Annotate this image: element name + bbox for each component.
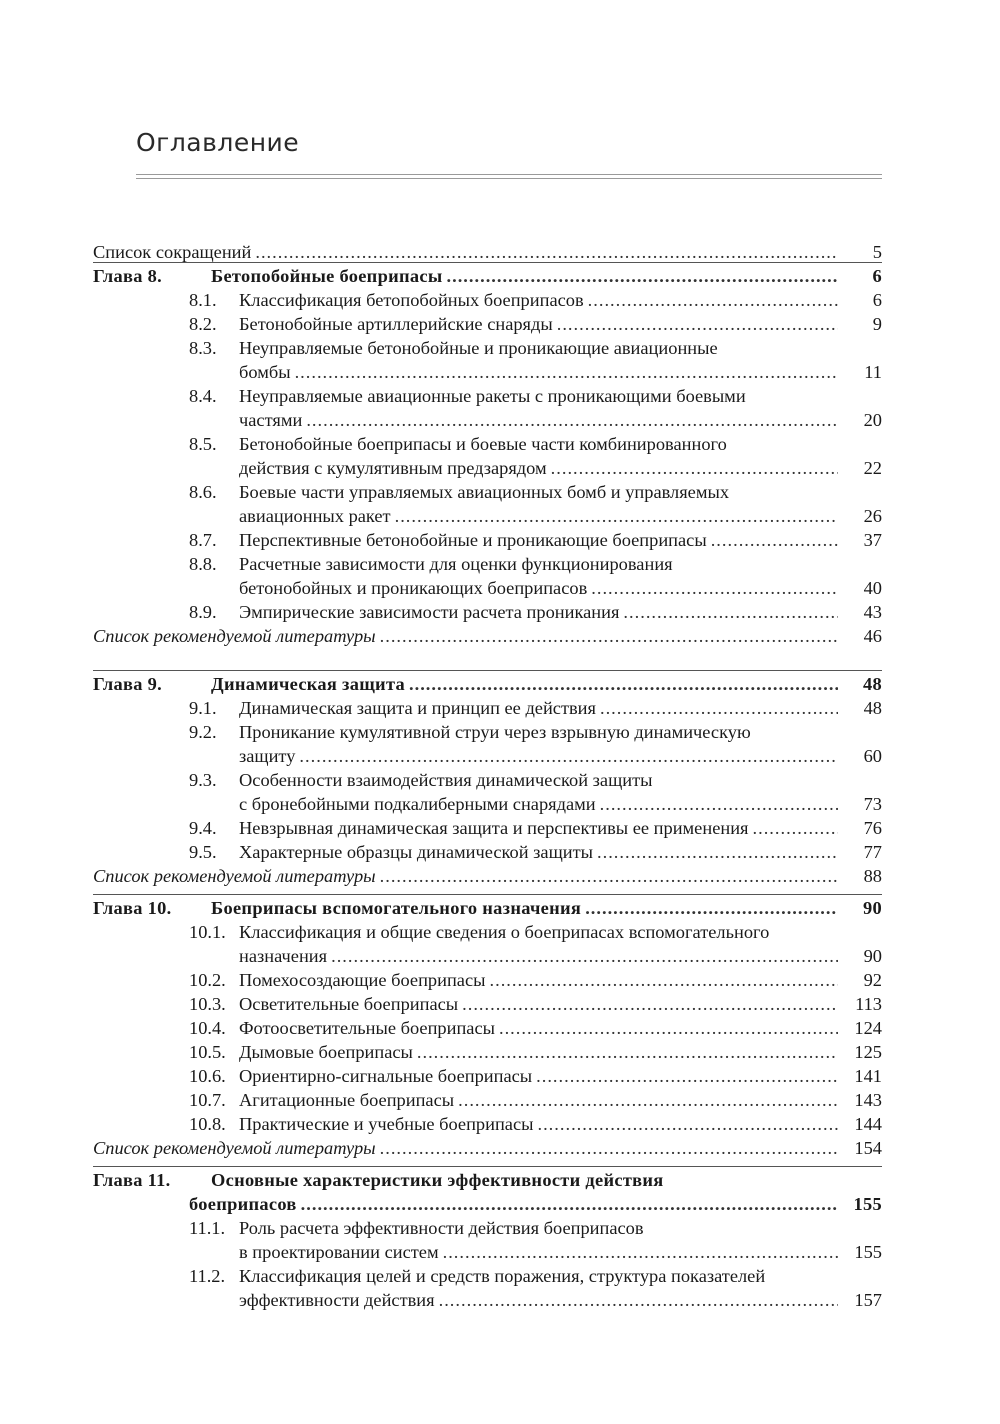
title-rule-top (136, 174, 882, 175)
section-number: 8.7. (189, 530, 217, 550)
page-title: Оглавление (136, 128, 300, 157)
page-number: 76 (863, 818, 882, 838)
chapter-title: Динамическая защита (211, 674, 406, 694)
literature-title: Список рекомендуемой литературы (93, 1138, 376, 1158)
section-number: 10.1. (189, 922, 226, 942)
page-number: 155 (853, 1194, 882, 1214)
section-title-cont: в проектировании систем (239, 1242, 439, 1262)
toc-section-9-1[interactable] (93, 696, 882, 720)
section-title: Классификация целей и средств поражения, структура показателей (239, 1266, 766, 1286)
title-rule-bottom (136, 178, 882, 179)
section-title-cont: эффективности действия (239, 1290, 435, 1310)
page-number: 26 (863, 506, 882, 526)
section-number: 8.4. (189, 386, 217, 406)
chapter-label: Глава 9. (93, 674, 163, 694)
leader-dots (417, 1040, 838, 1064)
chapter-title: Бетопобойные боеприпасы (211, 266, 443, 286)
section-number: 10.4. (189, 1018, 226, 1038)
section-number: 10.6. (189, 1066, 226, 1086)
toc-chapter-9[interactable] (93, 672, 882, 696)
page-number: 90 (863, 898, 882, 918)
section-title: Практические и учебные боеприпасы (239, 1114, 534, 1134)
literature-title: Список рекомендуемой литературы (93, 866, 376, 886)
section-title: Осветительные боеприпасы (239, 994, 459, 1014)
section-number: 9.4. (189, 818, 217, 838)
section-title: Перспективные бетонобойные и проникающие боеприпасы (239, 530, 707, 550)
section-number: 8.8. (189, 554, 217, 574)
section-number: 8.1. (189, 290, 217, 310)
page-number: 77 (863, 842, 882, 862)
leader-dots (597, 840, 838, 864)
section-title: Классификация и общие сведения о боеприпасах вспомогательного (239, 922, 770, 942)
section-title: Невзрывная динамическая защита и перспективы ее применения (239, 818, 749, 838)
section-title: Боевые части управляемых авиационных бомб и управляемых (239, 482, 730, 502)
page-number: 113 (855, 994, 882, 1014)
page-number: 125 (854, 1042, 882, 1062)
section-number: 8.3. (189, 338, 217, 358)
toc-section-8-8-line2[interactable] (93, 576, 882, 600)
leader-dots (557, 312, 838, 336)
leader-dots (458, 1088, 838, 1112)
section-title: Бетонобойные боеприпасы и боевые части комбинированного (239, 434, 727, 454)
toc-section-9-5[interactable] (93, 840, 882, 864)
toc-section-8-8-line1[interactable] (93, 552, 882, 576)
page-number: 141 (854, 1066, 882, 1086)
page-number: 43 (863, 602, 882, 622)
page-number: 60 (863, 746, 882, 766)
toc-section-8-4-line1[interactable] (93, 384, 882, 408)
leader-dots (600, 696, 838, 720)
section-title: Проникание кумулятивной струи через взрывную динамическую (239, 722, 751, 742)
page-number: 20 (863, 410, 882, 430)
page-number: 90 (863, 946, 882, 966)
section-title-cont: бетонобойных и проникающих боеприпасов (239, 578, 588, 598)
toc-section-9-3-line2[interactable] (93, 792, 882, 816)
leader-dots (600, 792, 838, 816)
section-title: Неуправляемые авиационные ракеты с проникающими боевыми (239, 386, 746, 406)
toc-section-8-5-line2[interactable] (93, 456, 882, 480)
section-title: Расчетные зависимости для оценки функционирования (239, 554, 673, 574)
toc-chapter-11-line2[interactable] (93, 1192, 882, 1216)
toc-section-10-1-line2[interactable] (93, 944, 882, 968)
leader-dots (299, 744, 838, 768)
chapter-label: Глава 11. (93, 1170, 171, 1190)
section-title-cont: защиту (239, 746, 296, 766)
toc-section-8-7[interactable] (93, 528, 882, 552)
page-number: 11 (864, 362, 882, 382)
toc-chapter-10[interactable] (93, 896, 882, 920)
page-number: 48 (863, 698, 882, 718)
section-title: Эмпирические зависимости расчета проникания (239, 602, 620, 622)
section-title: Бетонобойные артиллерийские снаряды (239, 314, 553, 334)
toc-section-8-4-line2[interactable] (93, 408, 882, 432)
chapter-label: Глава 10. (93, 898, 172, 918)
leader-dots (380, 1136, 838, 1160)
toc-section-10-6[interactable] (93, 1064, 882, 1088)
chapter-label: Глава 8. (93, 266, 163, 286)
entry-title: Список сокращений (93, 242, 252, 262)
toc-section-10-3[interactable] (93, 992, 882, 1016)
toc-section-11-1-line1[interactable] (93, 1216, 882, 1240)
page-number: 155 (854, 1242, 882, 1262)
section-title: Классификация бетопобойных боеприпасов (239, 290, 584, 310)
leader-dots (537, 1112, 838, 1136)
section-title: Особенности взаимодействия динамической защиты (239, 770, 653, 790)
leader-dots (490, 968, 839, 992)
leader-dots (588, 288, 838, 312)
page-number: 6 (872, 290, 882, 310)
toc-section-8-9[interactable] (93, 600, 882, 624)
section-number: 10.2. (189, 970, 226, 990)
page-number: 37 (863, 530, 882, 550)
leader-dots (711, 528, 838, 552)
section-number: 10.5. (189, 1042, 226, 1062)
toc-section-9-4[interactable] (93, 816, 882, 840)
section-title: Фотоосветительные боеприпасы (239, 1018, 495, 1038)
section-title-cont: бомбы (239, 362, 291, 382)
section-title-cont: частями (239, 410, 303, 430)
leader-dots (753, 816, 839, 840)
section-title: Агитационные боеприпасы (239, 1090, 455, 1110)
leader-dots (551, 456, 838, 480)
toc-section-10-4[interactable] (93, 1016, 882, 1040)
page-number: 73 (863, 794, 882, 814)
toc-section-11-2-line2[interactable] (93, 1288, 882, 1312)
toc-chapter-8[interactable] (93, 264, 882, 288)
toc-section-8-6-line2[interactable] (93, 504, 882, 528)
section-title: Ориентирно-сигнальные боеприпасы (239, 1066, 533, 1086)
section-number: 10.7. (189, 1090, 226, 1110)
toc-entry-abbreviations[interactable] (93, 240, 882, 264)
section-title-cont: с бронебойными подкалиберными снарядами (239, 794, 596, 814)
leader-dots (331, 944, 838, 968)
leader-dots (499, 1016, 838, 1040)
page-number: 154 (854, 1138, 882, 1158)
toc-section-10-7[interactable] (93, 1088, 882, 1112)
chapter-title: Основные характеристики эффективности действия (211, 1170, 664, 1190)
page-number: 157 (854, 1290, 882, 1310)
section-title-cont: назначения (239, 946, 328, 966)
leader-dots (295, 360, 838, 384)
chapter-title-cont: боеприпасов (189, 1194, 297, 1214)
section-number: 9.3. (189, 770, 217, 790)
section-number: 10.8. (189, 1114, 226, 1134)
leader-dots (591, 576, 838, 600)
section-title: Роль расчета эффективности действия боеприпасов (239, 1218, 644, 1238)
toc-section-10-1-line1[interactable] (93, 920, 882, 944)
toc-section-9-3-line1[interactable] (93, 768, 882, 792)
leader-dots (462, 992, 838, 1016)
toc-section-8-6-line1[interactable] (93, 480, 882, 504)
toc-chapter-11-line1[interactable] (93, 1168, 882, 1192)
toc-section-10-8[interactable] (93, 1112, 882, 1136)
toc-section-8-3-line1[interactable] (93, 336, 882, 360)
section-title-cont: действия с кумулятивным предзарядом (239, 458, 547, 478)
literature-title: Список рекомендуемой литературы (93, 626, 376, 646)
leader-dots (623, 600, 838, 624)
section-number: 8.6. (189, 482, 217, 502)
page-number: 46 (863, 626, 882, 646)
toc-section-8-2[interactable] (93, 312, 882, 336)
page-number: 22 (863, 458, 882, 478)
chapter-title: Боеприпасы вспомогательного назначения (211, 898, 582, 918)
leader-dots (395, 504, 838, 528)
toc-section-9-2-line2[interactable] (93, 744, 882, 768)
section-title: Неуправляемые бетонобойные и проникающие авиационные (239, 338, 718, 358)
page-number: 92 (863, 970, 882, 990)
leader-dots (380, 864, 838, 888)
toc-literature-ch9[interactable] (93, 864, 882, 888)
section-number: 8.2. (189, 314, 217, 334)
page-number: 9 (872, 314, 882, 334)
leader-dots (306, 408, 838, 432)
section-number: 11.2. (189, 1266, 226, 1286)
leader-dots (447, 264, 838, 288)
section-title: Помехосоздающие боеприпасы (239, 970, 486, 990)
toc-literature-ch10[interactable] (93, 1136, 882, 1160)
page-number: 124 (854, 1018, 882, 1038)
page-number: 5 (872, 242, 882, 262)
toc-section-11-1-line2[interactable] (93, 1240, 882, 1264)
section-number: 10.3. (189, 994, 226, 1014)
toc-literature-ch8[interactable] (93, 624, 882, 648)
leader-dots (301, 1192, 838, 1216)
toc-section-10-2[interactable] (93, 968, 882, 992)
section-title-cont: авиационных ракет (239, 506, 391, 526)
section-title: Дымовые боеприпасы (239, 1042, 413, 1062)
page-number: 6 (872, 266, 882, 286)
toc-section-9-2-line1[interactable] (93, 720, 882, 744)
toc-section-11-2-line1[interactable] (93, 1264, 882, 1288)
page-number: 48 (863, 674, 882, 694)
section-number: 8.9. (189, 602, 217, 622)
leader-dots (443, 1240, 838, 1264)
toc-section-8-1[interactable] (93, 288, 882, 312)
leader-dots (409, 672, 838, 696)
leader-dots (439, 1288, 838, 1312)
leader-dots (380, 624, 838, 648)
page-number: 143 (854, 1090, 882, 1110)
section-title: Динамическая защита и принцип ее действия (239, 698, 596, 718)
page-number: 144 (854, 1114, 882, 1134)
leader-dots (585, 896, 838, 920)
section-number: 9.5. (189, 842, 217, 862)
section-number: 9.1. (189, 698, 217, 718)
section-number: 8.5. (189, 434, 217, 454)
section-title: Характерные образцы динамической защиты (239, 842, 593, 862)
leader-dots (536, 1064, 838, 1088)
section-number: 11.1. (189, 1218, 226, 1238)
toc-section-10-5[interactable] (93, 1040, 882, 1064)
toc-section-8-5-line1[interactable] (93, 432, 882, 456)
toc-section-8-3-line2[interactable] (93, 360, 882, 384)
section-number: 9.2. (189, 722, 217, 742)
page-number: 88 (863, 866, 882, 886)
page-number: 40 (863, 578, 882, 598)
leader-dots (255, 240, 838, 264)
